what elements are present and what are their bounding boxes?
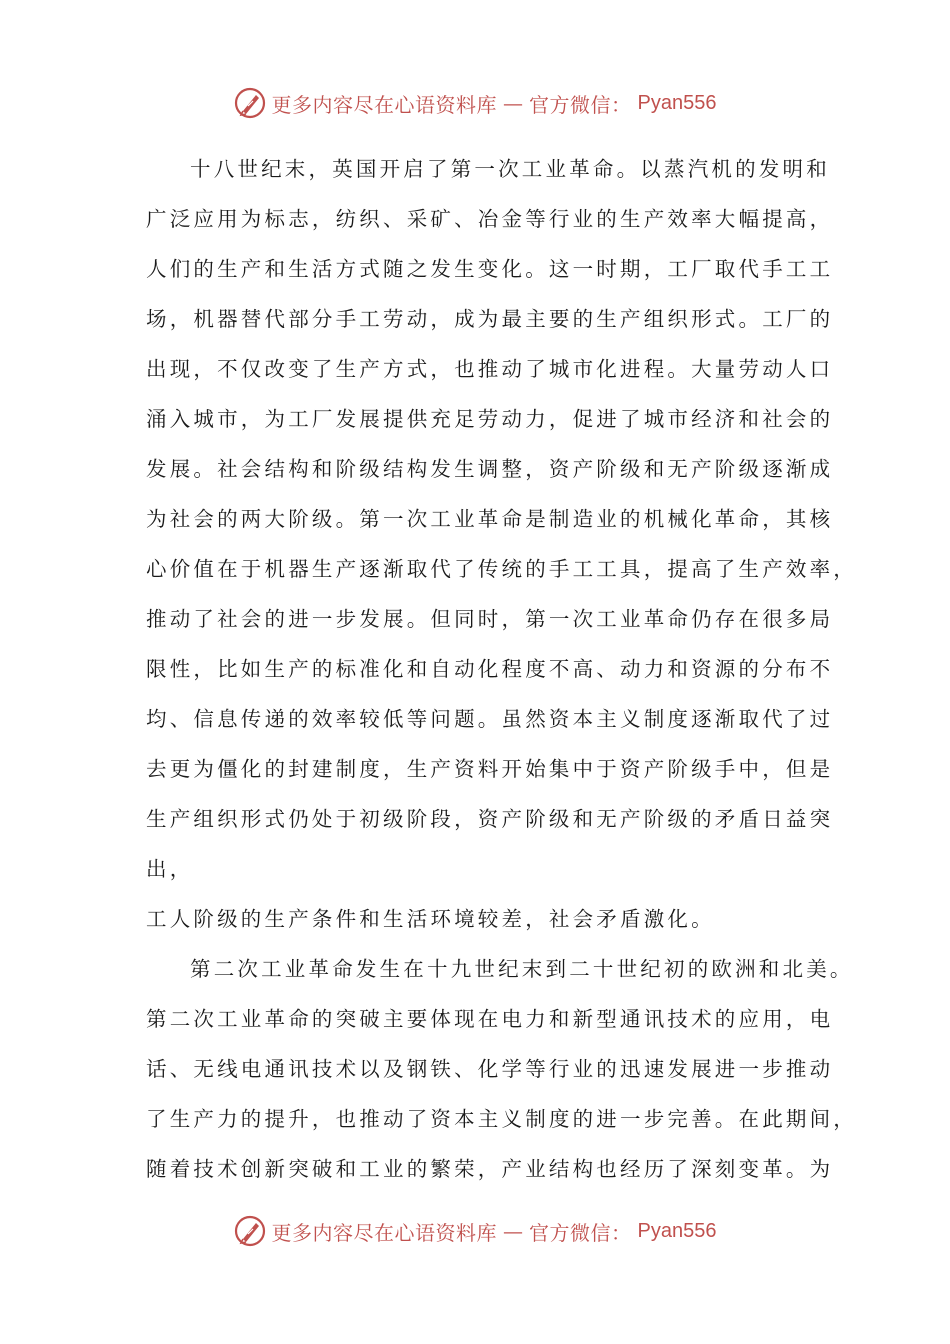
text-line: 均、信息传递的效率较低等问题。虽然资本主义制度逐渐取代了过 (146, 707, 834, 731)
text-line: 出， (146, 857, 194, 881)
watermark-dash: — (503, 1219, 524, 1243)
watermark-label: 官方微信： (529, 1220, 632, 1245)
quill-pen-logo-icon (234, 1215, 266, 1247)
paragraph-1 (146, 151, 857, 901)
document-body (146, 151, 857, 1201)
watermark-text: 更多内容尽在心语资料库 (271, 92, 498, 117)
text-line: 生产组织形式仍处于初级阶段，资产阶级和无产阶级的矛盾日益突 (146, 807, 834, 831)
paragraph-3 (146, 951, 857, 1201)
text-line: 去更为僵化的封建制度，生产资料开始集中于资产阶级手中，但是 (146, 757, 834, 781)
text-line: 心价值在于机器生产逐渐取代了传统的手工工具，提高了生产效率， (146, 557, 857, 581)
paragraph-2 (146, 901, 810, 951)
text-line: 推动了社会的进一步发展。但同时，第一次工业革命仍存在很多局 (146, 607, 834, 631)
text-line: 了生产力的提升，也推动了资本主义制度的进一步完善。在此期间， (146, 1107, 857, 1131)
header-watermark (0, 85, 950, 121)
text-line: 人们的生产和生活方式随之发生变化。这一时期，工厂取代手工工 (146, 257, 834, 281)
footer-watermark (0, 1213, 950, 1249)
text-line: 话、无线电通讯技术以及钢铁、化学等行业的迅速发展进一步推动 (146, 1057, 834, 1081)
text-line: 为社会的两大阶级。第一次工业革命是制造业的机械化革命，其核 (146, 507, 834, 531)
watermark-dash: — (503, 91, 524, 115)
text-line: 限性，比如生产的标准化和自动化程度不高、动力和资源的分布不 (146, 657, 834, 681)
text-line: 随着技术创新突破和工业的繁荣，产业结构也经历了深刻变革。为 (146, 1157, 834, 1181)
text-line: 工人阶级的生产条件和生活环境较差，社会矛盾激化。 (146, 907, 715, 931)
text-line: 发展。社会结构和阶级结构发生调整，资产阶级和无产阶级逐渐成 (146, 457, 834, 481)
text-line: 出现，不仅改变了生产方式，也推动了城市化进程。大量劳动人口 (146, 357, 834, 381)
watermark-id: Pyan556 (637, 91, 717, 114)
watermark-label: 官方微信： (529, 92, 632, 117)
text-line: 广泛应用为标志，纺织、采矿、冶金等行业的生产效率大幅提高， (146, 207, 834, 231)
text-line: 第二次工业革命的突破主要体现在电力和新型通讯技术的应用，电 (146, 1007, 834, 1031)
text-line: 十八世纪末，英国开启了第一次工业革命。以蒸汽机的发明和 (190, 157, 830, 181)
text-line: 场，机器替代部分手工劳动，成为最主要的生产组织形式。工厂的 (146, 307, 834, 331)
quill-pen-logo-icon (234, 87, 266, 119)
text-line: 涌入城市，为工厂发展提供充足劳动力，促进了城市经济和社会的 (146, 407, 834, 431)
text-line: 第二次工业革命发生在十九世纪末到二十世纪初的欧洲和北美。 (190, 957, 854, 981)
watermark-id: Pyan556 (637, 1219, 717, 1242)
watermark-text: 更多内容尽在心语资料库 (271, 1220, 498, 1245)
